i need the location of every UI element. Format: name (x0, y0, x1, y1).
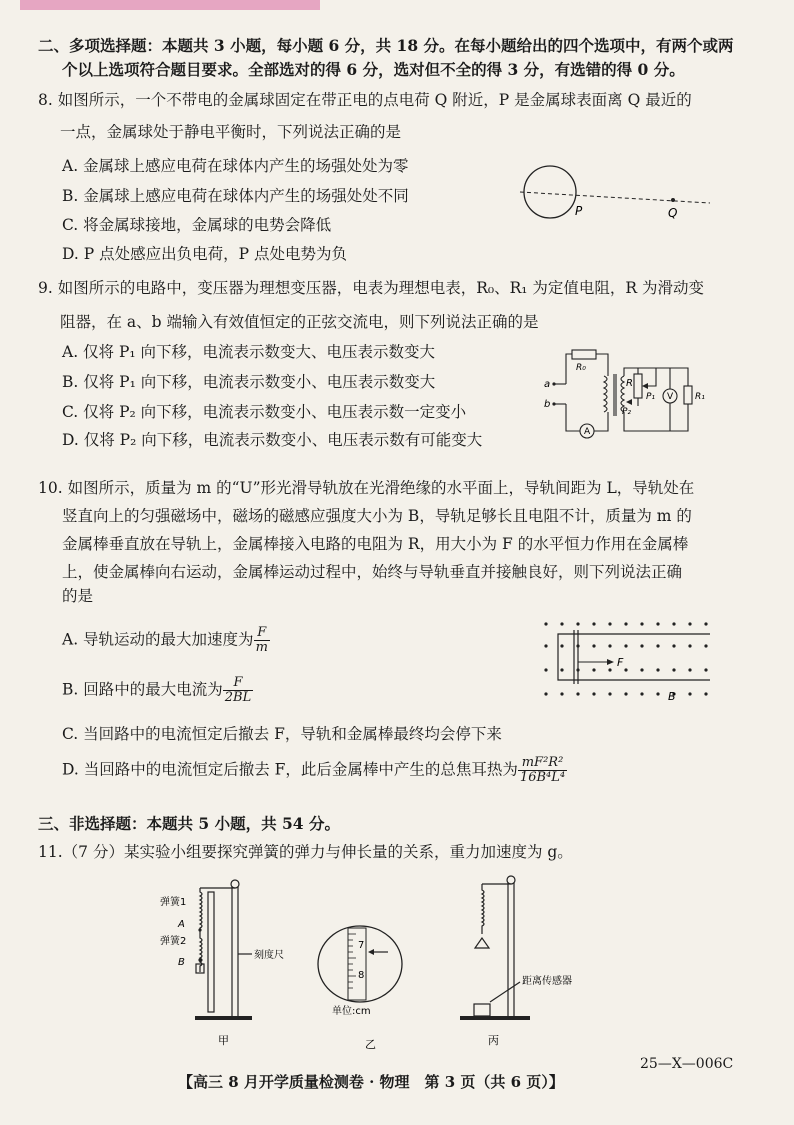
label-terminal-a: a (544, 379, 551, 390)
field-dot (656, 692, 659, 695)
field-dot (624, 644, 627, 647)
metal-sphere (524, 166, 576, 218)
field-dot (672, 644, 675, 647)
q9-circuit-figure (538, 346, 713, 444)
q9-stem-cont: 阻器，在 a、b 端输入有效值恒定的正弦交流电，则下列说法正确的是 (60, 313, 539, 331)
field-dot (672, 668, 675, 671)
tick-7: 7 (358, 940, 365, 951)
field-dot (688, 668, 691, 671)
q10-option-a-fraction (254, 626, 270, 655)
label-q: Q (668, 206, 678, 220)
q9-option-d: D. 仅将 P₂ 向下移，电流表示数变小、电压表示数有可能变大 (62, 431, 483, 449)
q11-figures (160, 872, 600, 1052)
q10-option-b (62, 676, 253, 705)
field-dot (608, 644, 611, 647)
q8-figure (515, 162, 715, 224)
field-dot (640, 644, 643, 647)
label-p: P (575, 204, 583, 218)
label-a-meter: A (584, 427, 591, 437)
q9-option-c: C. 仅将 P₂ 向下移，电流表示数变小、电压表示数一定变小 (62, 403, 467, 421)
center-dashed-line (520, 192, 710, 203)
field-dot (592, 668, 595, 671)
q10-option-b-text: B. 回路中的最大电流为 (62, 680, 223, 699)
label-point-a: A (178, 919, 185, 930)
field-dot (656, 644, 659, 647)
field-dot (640, 668, 643, 671)
q8-stem-cont: 一点，金属球处于静电平衡时，下列说法正确的是 (60, 123, 402, 141)
field-dot (560, 692, 563, 695)
field-dot (592, 692, 595, 695)
label-p2: P₂ (622, 407, 632, 417)
field-dot (608, 692, 611, 695)
caption-bing: 丙 (488, 1034, 499, 1047)
label-r1: R₁ (695, 392, 705, 402)
label-ruler: 刻度尺 (254, 950, 284, 961)
q11-stem: 11.（7 分）某实验小组要探究弹簧的弹力与伸长量的关系，重力加速度为 g。 (38, 843, 573, 861)
field-dot (656, 622, 659, 625)
field-dot (608, 622, 611, 625)
q10-option-b-fraction (223, 676, 253, 705)
field-dot (560, 644, 563, 647)
q8-option-b: B. 金属球上感应电荷在球体内产生的场强处处不同 (62, 187, 409, 205)
label-b: B (668, 690, 676, 700)
section2-heading-cont: 个以上选项符合题目要求。全部选对的得 6 分，选对但不全的得 3 分，有选错的得 0 分。 (62, 60, 685, 79)
label-point-b: B (178, 957, 185, 968)
field-dot (704, 622, 707, 625)
q10-option-a-text: A. 导轨运动的最大加速度为 (62, 630, 254, 649)
frac-numerator: F (223, 676, 253, 691)
q10-stem-4: 上，使金属棒向右运动，金属棒运动过程中，始终与导轨垂直并接触良好，则下列说法正确 (62, 563, 683, 581)
label-distance-sensor: 距离传感器 (522, 976, 572, 987)
label-spring2: 弹簧2 (160, 936, 187, 947)
label-r: R (626, 378, 633, 389)
q10-option-d (62, 756, 567, 785)
field-dot (576, 692, 579, 695)
caption-yi: 乙 (365, 1038, 376, 1051)
q9-option-a: A. 仅将 P₁ 向下移，电流表示数变大、电压表示数变大 (62, 343, 436, 361)
frac-denominator: 16B⁴L⁴ (519, 770, 566, 785)
q8-stem: 8. 如图所示，一个不带电的金属球固定在带正电的点电荷 Q 附近，P 是金属球表面离 Q 最近的 (38, 91, 692, 109)
field-dot (560, 622, 563, 625)
field-dot (704, 668, 707, 671)
q8-option-a: A. 金属球上感应电荷在球体内产生的场强处处为零 (62, 157, 409, 175)
label-p1: P₁ (646, 392, 656, 402)
field-dot (560, 668, 563, 671)
field-dot (544, 644, 547, 647)
field-dot (592, 622, 595, 625)
field-dot (544, 622, 547, 625)
q10-option-d-fraction (518, 756, 567, 785)
label-v: V (667, 392, 674, 402)
label-r0: R₀ (576, 363, 586, 373)
field-dot (640, 622, 643, 625)
q10-magnetic-field-figure (540, 620, 715, 700)
field-dot (624, 692, 627, 695)
frac-denominator: m (255, 640, 268, 655)
field-dot (544, 668, 547, 671)
field-dot (688, 692, 691, 695)
q10-option-a (62, 626, 270, 655)
field-dot (704, 644, 707, 647)
field-dot (672, 622, 675, 625)
q9-option-b: B. 仅将 P₁ 向下移，电流表示数变小、电压表示数变大 (62, 373, 436, 391)
field-dot (624, 668, 627, 671)
field-dot (640, 692, 643, 695)
q8-option-c: C. 将金属球接地，金属球的电势会降低 (62, 216, 332, 234)
q9-stem: 9. 如图所示的电路中，变压器为理想变压器，电表为理想电表，R₀、R₁ 为定值电阻，R 为滑动变 (38, 279, 705, 297)
field-dot (704, 692, 707, 695)
field-dot (656, 668, 659, 671)
q10-option-c: C. 当回路中的电流恒定后撤去 F，导轨和金属棒最终均会停下来 (62, 725, 502, 743)
q10-stem-5: 的是 (62, 587, 94, 605)
label-spring1: 弹簧1 (160, 897, 187, 908)
section3-heading: 三、非选择题：本题共 5 小题，共 54 分。 (38, 814, 340, 833)
field-dot (624, 622, 627, 625)
q10-stem-2: 竖直向上的匀强磁场中，磁场的磁感应强度大小为 B，导轨足够长且电阻不计，质量为 m 的 (62, 507, 692, 525)
field-dot (608, 668, 611, 671)
point-q-dot (671, 198, 675, 202)
q10-option-d-text: D. 当回路中的电流恒定后撤去 F，此后金属棒中产生的总焦耳热为 (62, 760, 518, 779)
field-dot (688, 622, 691, 625)
field-dot (544, 692, 547, 695)
field-dot (576, 622, 579, 625)
section2-heading: 二、多项选择题：本题共 3 小题，每小题 6 分，共 18 分。在每小题给出的四个选项中，有两个或两 (38, 36, 734, 55)
top-color-strip (20, 0, 320, 10)
exam-code: 25—X—006C (640, 1056, 734, 1072)
frac-numerator: mF²R² (518, 756, 567, 771)
q8-option-d: D. P 点处感应出负电荷，P 点处电势为负 (62, 245, 347, 263)
frac-numerator: F (254, 626, 270, 641)
q10-stem: 10. 如图所示，质量为 m 的“U”形光滑导轨放在光滑绝缘的水平面上，导轨间距为 L，导轨处在 (38, 479, 695, 497)
field-dot (592, 644, 595, 647)
label-f: F (617, 656, 624, 669)
field-dot (688, 644, 691, 647)
q10-stem-3: 金属棒垂直放在导轨上，金属棒接入电路的电阻为 R，用大小为 F 的水平恒力作用在金属棒 (62, 535, 689, 553)
label-terminal-b: b (544, 399, 551, 410)
page-footer: 【高三 8 月开学质量检测卷 · 物理 第 3 页（共 6 页）】 (178, 1073, 564, 1091)
label-unit: 单位:cm (332, 1006, 371, 1017)
caption-jia: 甲 (218, 1034, 229, 1047)
frac-denominator: 2BL (224, 690, 252, 705)
tick-8: 8 (358, 970, 365, 981)
